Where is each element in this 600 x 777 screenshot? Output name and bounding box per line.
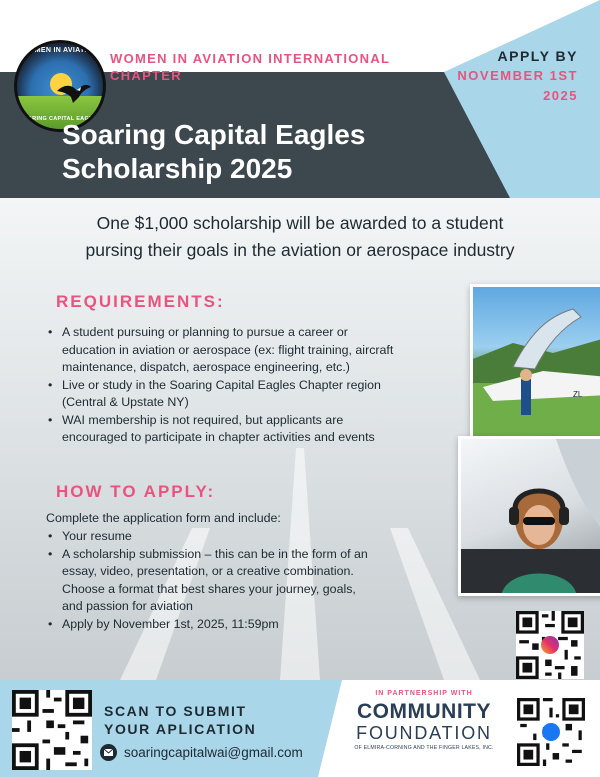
- partner-logo: [340, 690, 508, 751]
- eagle-icon: [57, 81, 91, 105]
- list-item: • Apply by November 1st, 2025, 11:59pm: [48, 616, 448, 634]
- pilot-photo: [458, 436, 600, 596]
- how-to-apply-list: [48, 528, 448, 633]
- list-item: • A scholarship submission – this can be in the form of an essay, video, presentation, or a creative combination. Choose a format that best shares your journey, goals, and passion for aviation: [48, 546, 448, 616]
- organization-name: WOMEN IN AVIATION INTERNATIONAL CHAPTER: [110, 51, 391, 83]
- list-item: • Live or study in the Soaring Capital Eagles Chapter region (Central & Upstate NY): [48, 377, 468, 412]
- list-item: • WAI membership is not required, but applicants are encouraged to participate in chapter activities and events: [48, 412, 468, 447]
- instagram-icon: [541, 636, 559, 654]
- partner-label: IN PARTNERSHIP WITH: [375, 690, 473, 697]
- page-title: Soaring Capital Eagles Scholarship 2025: [62, 119, 366, 184]
- scan-instructions: SCAN TO SUBMIT YOUR APLICATION: [104, 703, 257, 737]
- how-to-apply-heading: HOW TO APPLY:: [56, 482, 216, 501]
- contact-email[interactable]: soaringcapitalwai@gmail.com: [124, 745, 303, 760]
- application-qr-code[interactable]: [12, 690, 92, 770]
- partner-name-line1: COMMUNITY: [357, 700, 491, 723]
- facebook-icon: [542, 723, 560, 741]
- apply-by-deadline: APPLY BY NOVEMBER 1ST 2025: [457, 48, 578, 103]
- list-item: • Your resume: [48, 528, 448, 546]
- glider-photo: [470, 284, 600, 440]
- list-item: • A student pursuing or planning to pursue a career or education in aviation or aerospace (ex: flight training, aircraft maintenance, dispatch, aerospace engineering, etc.): [48, 324, 468, 377]
- logo-text-top: WOMEN IN AVIATION: [22, 47, 98, 54]
- intro-text: One $1,000 scholarship will be awarded to a student pursing their goals in the aviation or aerospace industry: [85, 213, 515, 260]
- how-to-apply-lead: Complete the application form and include:: [46, 511, 281, 525]
- requirements-list: [48, 324, 468, 447]
- mail-icon: [100, 744, 117, 761]
- partner-name-line2: FOUNDATION: [356, 723, 492, 743]
- qr-pattern: [12, 690, 92, 770]
- svg-text:ZL: ZL: [573, 390, 583, 399]
- instagram-qr-code[interactable]: [516, 611, 584, 679]
- facebook-qr-code[interactable]: [517, 698, 585, 766]
- requirements-heading: REQUIREMENTS:: [56, 292, 225, 311]
- partner-subtitle: OF ELMIRA-CORNING AND THE FINGER LAKES, INC.: [354, 745, 494, 751]
- logo-text-bottom: SOARING CAPITAL EAGLES: [19, 116, 101, 122]
